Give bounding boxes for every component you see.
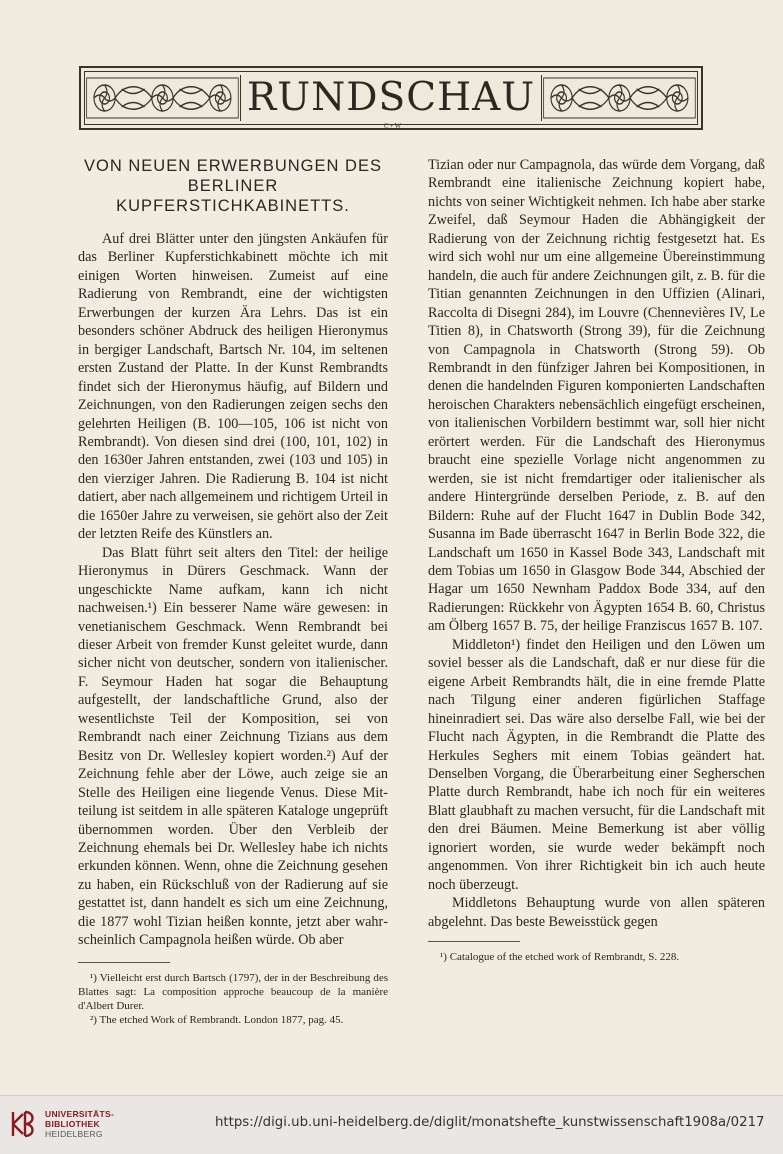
rundschau-banner xyxy=(79,66,703,130)
viewer-footer xyxy=(0,1095,783,1154)
university-logo-icon[interactable] xyxy=(9,1108,39,1140)
left-paragraph-2: Das Blatt führt seit alters den Titel: der heilige Hieronymus in Dürers Geschmack. Wann der ungeschickte Name aufkam, kann ich nicht nachweisen.¹) Ein besserer Name wäre gewesen: in venetianischem Geschmack. Wenn Rembrandt bei dieser Arbeit von fremder Kunst geleitet wurde, dann sicher nicht von deutscher, sondern von italienischer. F. Seymour Haden hat sogar die Behauptung aufgestellt, der landschaftliche Grund, also der wesentlichste Teil der Komposition, sei von Rembrandt nach einer Zeichnung Tizians aus dem Besitz von Dr. Wellesley kopiert worden.²) Auf der Zeichnung fehle aber der Löwe, auch zeige sie an Stelle des Heiligen eine liegende Venus. Diese Mitteilung ist seitdem in alle späteren Kataloge ungeprüft übernommen worden. Über den Verbleib der Zeichnung ehemals bei Dr. Wellesley habe ich nichts erkunden können. Wenn, ohne die Zeichnung gesehen zu haben, ein Rückschluß von der Radierung auf sie gestattet ist, dann handelt es sich um eine Zeichnung, die 1877 wohl Tizian heißen konnte, jetzt aber wahrscheinlich Campagnola heißen würde. Ob aber xyxy=(78,544,388,949)
left-ornament-icon xyxy=(85,75,240,121)
left-footnote-1: ¹) Vielleicht erst durch Bartsch (1797), der in der Beschreibung des Blattes sagt: La composition approche beaucoup de la manière d'Albert Durer. xyxy=(78,971,388,1012)
page-url[interactable]: https://digi.ub.uni-heidelberg.de/diglit/monatshefte_kunstwissenschaft1908a/0217 xyxy=(215,1115,765,1130)
footnote-divider xyxy=(428,941,520,942)
left-paragraph-1: Auf drei Blätter unter den jüngsten Ankäufen für das Berliner Kupferstichkabinett möchte ich mit einigen Worten hinweisen. Zumeist auf eine Radierung von Rembrandt, eine der wichtigsten Erwerbungen der kurzen Ära Lehrs. Das ist ein besonders schöner Abdruck des heiligen Hieronymus in bergiger Landschaft, Bartsch Nr. 104, im seltenen ersten Zustand der Platte. In der Kunst Rembrandts findet sich der Hieronymus häufig, auf Bildern und Zeichnungen, von den Radierungen zeigen sechs den gelehrten Heiligen (B. 100—105, 106 ist nicht von Rembrandt). Von diesen sind drei (100, 101, 102) in den 1630er Jahren entstanden, zwei (103 und 105) in den vierziger Jahren. Die Radierung B. 104 ist nicht datiert, aber nach allgemeinem und richtigem Urteil in die 1650er Jahre zu verweisen, sie gehört also der Zeit der letzten Reife des Künstlers an. xyxy=(78,231,388,543)
left-column xyxy=(78,156,388,1027)
right-paragraph-2: Middleton¹) findet den Heiligen und den Löwen um soviel besser als die Landschaft, daß er nur diese für die eigene Arbeit Rembrandts hält, die in eine fremde Platte nach Tilgung einer anderen figürlichen Staffage hineinradiert sei. Das wäre also derselbe Fall, wie bei der Flucht nach Ägypten, in die Rembrandt die Platte des Herkules Seghers mit einem Tobias geändert hat. Denselben Vorgang, die Überarbeitung einer Segherschen Platte durch Rembrandt, habe ich noch für ein weiteres Blatt glaubhaft zu machen versucht, für die Landschaft mit den drei Bäumen. Meine Bemerkung ist aber völlig ignoriert worden, sie wurde weder bekämpft noch angenommen. Von ihrer Richtigkeit bin ich auch heute noch überzeugt. xyxy=(428,636,765,893)
library-name-line3: HEIDELBERG xyxy=(45,1129,103,1139)
right-column xyxy=(428,156,765,964)
right-paragraph-3: Middletons Behauptung wurde von allen späteren abgelehnt. Das beste Beweisstück gegen xyxy=(428,895,765,930)
banner-monogram: C+W xyxy=(384,122,403,130)
article-title: VON NEUEN ERWERBUNGEN DES BERLINER KUPFERSTICHKABINETTS. xyxy=(84,157,382,215)
left-footnote-2: ²) The etched Work of Rembrandt. London 1877, pag. 45. xyxy=(90,1013,344,1026)
banner-title: RUNDSCHAU xyxy=(240,75,542,121)
right-footnote-1: ¹) Catalogue of the etched work of Rembrandt, S. 228. xyxy=(440,951,680,964)
library-name-line1: UNIVERSITÄTS- xyxy=(45,1109,115,1119)
right-ornament-icon xyxy=(542,75,697,121)
footnote-divider xyxy=(78,962,170,963)
right-paragraph-1: Tizian oder nur Campagnola, das würde dem Vorgang, daß Rembrandt eine italienische Zeichnung kopiert habe, nichts von seiner Wichtigkeit nehmen. Ich habe aber starke Zweifel, daß Seymour Haden die Abhängigkeit der Radierung von der Zeichnung richtig festgesetzt hat. Es wird sich wohl nur um eine allgemeine Übereinstimmung handeln, die auch für andere Zeichnungen gilt, z. B. für die Titian genannten Zeichnungen in den Uffizien (Alinari, Raccolta di Disegni 284), im Louvre (Chennevières IV, Le Titien 8), in Chatsworth (Strong 39), für die Zeichnung von Campagnola in Chatsworth (Strong 59). Ob Rembrandt in den fünfziger Jahren bei Kompositionen, in denen die handelnden Figuren komponierten Landschaften heroischen Charakters nebensächlich eingefügt erscheinen, von italienischen Vorbildern bestimmt war, soll hier nicht erörtert werden. Für die Landschaft des Hieronymus braucht eine spezielle Vorlage nicht angenommen zu werden, sie ist nicht fremdartiger oder italienischer als andere Hintergründe derselben Periode, z. B. auf den Bildern: Ruhe auf der Flucht 1647 in Dublin Bode 342, Susanna im Bade überrascht 1647 in Berlin Bode 322, die Landschaft um 1650 in Kassel Bode 343, Landschaft mit dem Tobias um 1650 in Glasgow Bode 344, Abschied der Hagar um 1650 Newnham Paddox Bode 334, auf den Radierungen: Rückkehr von Ägypten 1654 B. 60, Christus am Ölberg 1657 B. 75, der heilige Franziscus 1657 B. 107. xyxy=(428,157,765,635)
library-name[interactable] xyxy=(45,1109,114,1139)
library-name-line2: BIBLIOTHEK xyxy=(45,1119,100,1129)
